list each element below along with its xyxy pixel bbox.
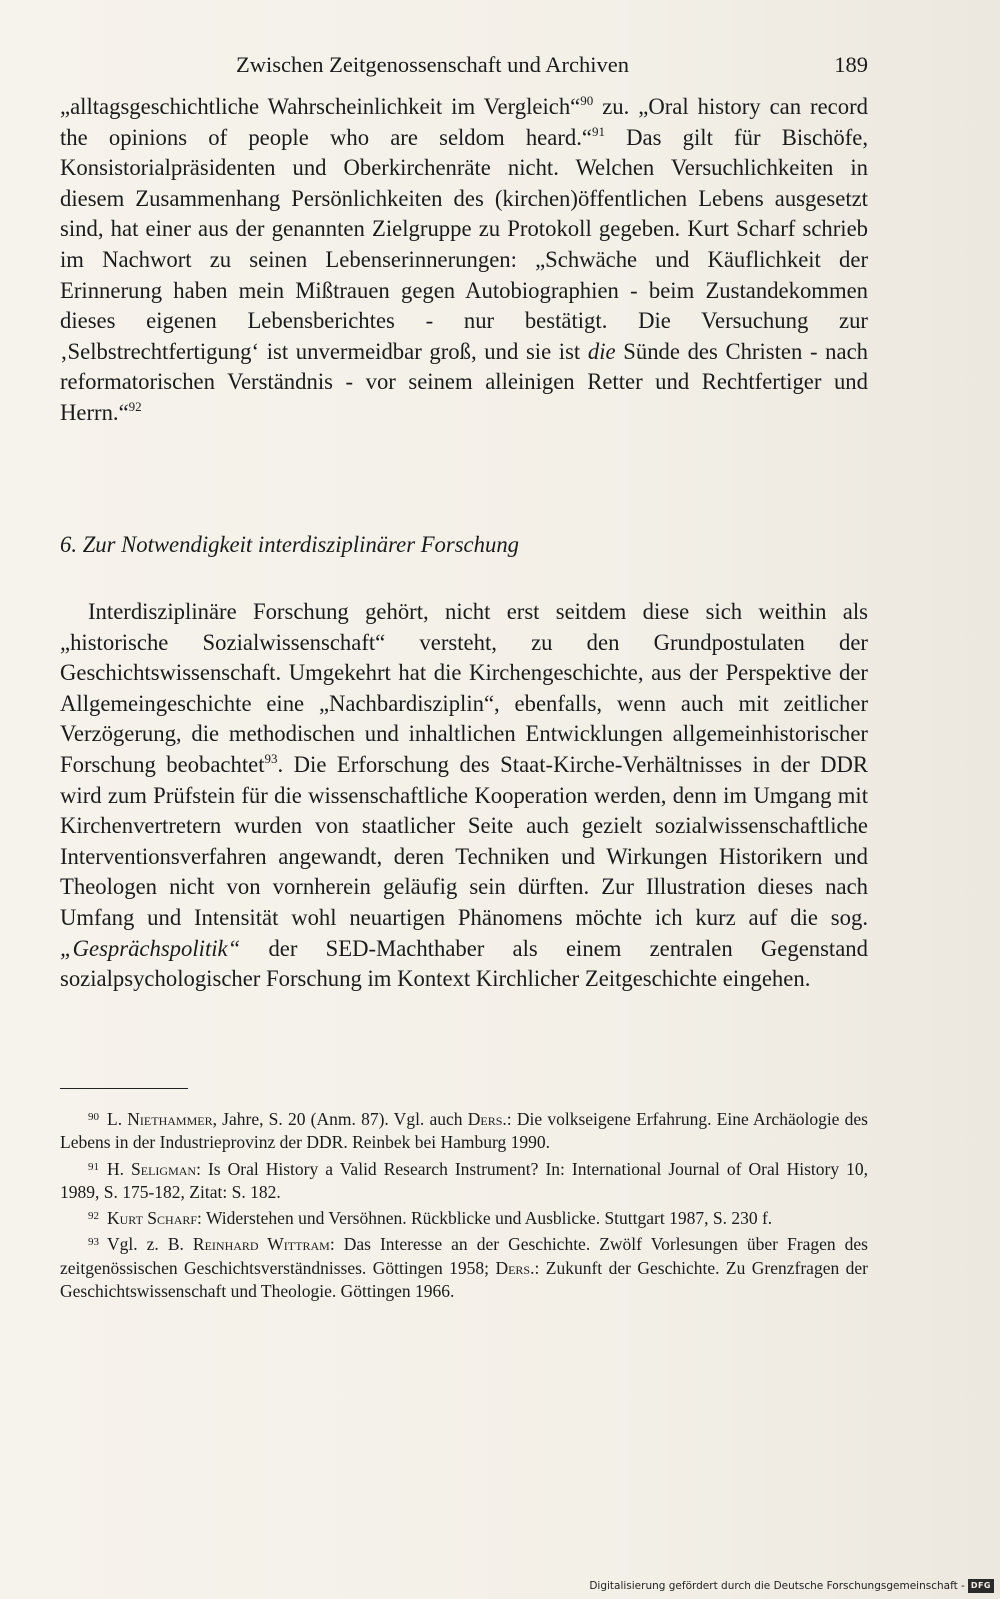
footnote-text: : Widerstehen und Versöhnen. Rückblicke und Ausblicke. Stuttgart 1987, S. 230 f. (197, 1208, 773, 1229)
text-run: Interdisziplinäre Forschung gehört, nicht erst seitdem diese sich weithin als „historische Sozialwissenschaft“ versteht, zu den Grundpostulaten der Geschichtswissenschaft. Umgekehrt hat die Kirchengeschichte, aus der Perspektive der Allgemeingeschichte eine „Nachbardisziplin“, ebenfalls, wenn auch mit zeitlicher Verzögerung, die methodischen und inhaltlichen Entwicklungen allgemeinhistorischer Forschung beobachtet (60, 599, 868, 777)
footnote-ref-93[interactable]: 93 (264, 750, 278, 766)
credit-text: Digitalisierung gefördert durch die Deutsche Forschungsgemeinschaft - (589, 1580, 965, 1592)
page-number: 189 (834, 52, 868, 77)
footnote-ref-91[interactable]: 91 (591, 123, 605, 139)
paragraph-top (60, 92, 868, 429)
footnote-91 (60, 1156, 868, 1205)
footnote-number: 91 (88, 1160, 99, 1173)
text-run: Sünde des Christen - nach reformatorischen Verständnis - vor seinem alleinigen Retter und Rechtfertiger und Herrn.“ (60, 338, 868, 425)
running-title: Zwischen Zeitgenossenschaft und Archiven (236, 52, 630, 77)
footnotes (60, 1106, 868, 1304)
footnote-ref-90[interactable]: 90 (580, 93, 594, 108)
footnote-number: 90 (88, 1111, 99, 1123)
footnote-text: Vgl. z. B. (107, 1234, 193, 1255)
author-name: Reinhard Wittram (192, 1234, 330, 1255)
footnote-93 (60, 1231, 868, 1303)
text-run: zu. „Oral history can record the opinions of people who are seldom heard.“ (60, 94, 868, 150)
paragraph-main (60, 597, 868, 995)
emphasis: die (587, 338, 616, 364)
section-heading: 6. Zur Notwendigkeit interdisziplinärer Forschung (60, 532, 519, 557)
footnote-90 (60, 1106, 868, 1155)
text-run: „alltagsgeschichtliche Wahrscheinlichkeit im Vergleich“ (60, 94, 581, 119)
author-name: Ders. (495, 1257, 535, 1278)
running-header (60, 50, 868, 80)
paragraph (60, 92, 868, 429)
footnote-text: : Die volkseigene Erfahrung. Eine Archäologie des Lebens in der Industrieprovinz der DDR. Reinbek bei Hamburg 1990. (60, 1109, 868, 1153)
footnote-92 (60, 1205, 868, 1230)
footnote-text: : Zukunft der Geschichte. Zu Grenzfragen der Geschichtswissenschaft und Theologie. Göttingen 1966. (60, 1257, 868, 1302)
text-run: der SED-Machthaber als einem zentralen Gegenstand sozialpsychologischer Forschung im Kontext Kirchlicher Zeitgeschichte eingehen. (60, 935, 868, 992)
digitization-credit (589, 1579, 994, 1593)
emphasis: „Gesprächspolitik“ (60, 935, 241, 961)
footnote-number: 92 (88, 1210, 99, 1223)
footnote-text: : Is Oral History a Valid Research Instrument? In: International Journal of Oral History 10, 1989, S. 175-182, Zitat: S. 182. (60, 1158, 868, 1202)
author-name: H. Seligman (107, 1158, 197, 1179)
footnote-number: 93 (88, 1236, 99, 1249)
footnote-text: : Das Interesse an der Geschichte. Zwölf Vorlesungen über Fragen des zeitgenössischen Geschichtsverständnisses. Göttingen 1958; (60, 1234, 868, 1278)
footnote-text: , Jahre, S. 20 (Anm. 87). Vgl. auch (212, 1109, 468, 1129)
dfg-logo: DFG (968, 1579, 994, 1593)
footnote-separator (60, 1088, 188, 1089)
footnote-ref-92[interactable]: 92 (128, 398, 142, 414)
text-run: . Die Erforschung des Staat-Kirche-Verhältnisses in der DDR wird zum Prüfstein für die wissenschaftliche Kooperation werden, denn im Umgang mit Kirchenvertretern wurden von staatlicher Seite auch gezielt sozialwissenschaftliche Interventionsverfahren angewandt, deren Techniken und Wirkungen Historikern und Theologen nicht von vornherein geläufig sein dürften. Zur Illustration dieses nach Umfang und Intensität wohl neuartigen Phänomens möchte ich kurz auf die sog. (60, 751, 868, 930)
paragraph (60, 597, 868, 995)
text-run: Das gilt für Bischöfe, Konsistorialpräsidenten und Oberkirchenräte nicht. Welchen Versuchlichkeiten in diesem Zusammenhang Persönlichkeiten des (kirchen)öffentlichen Lebens ausgesetzt sind, hat einer aus der genannten Zielgruppe zu Protokoll gegeben. Kurt Scharf schrieb im Nachwort zu seinen Lebenserinnerungen: „Schwäche und Käuflichkeit der Erinnerung haben mein Mißtrauen gegen Autobiographien - beim Zustandekommen dieses eigenen Lebensberichtes - nur bestätigt. Die Versuchung zur ‚Selbstrechtfertigung‘ ist unvermeidbar groß, und sie ist (60, 124, 869, 364)
author-name: Ders. (467, 1109, 507, 1129)
author-name: L. Niethammer (107, 1109, 213, 1129)
author-name: Kurt Scharf (107, 1208, 198, 1229)
